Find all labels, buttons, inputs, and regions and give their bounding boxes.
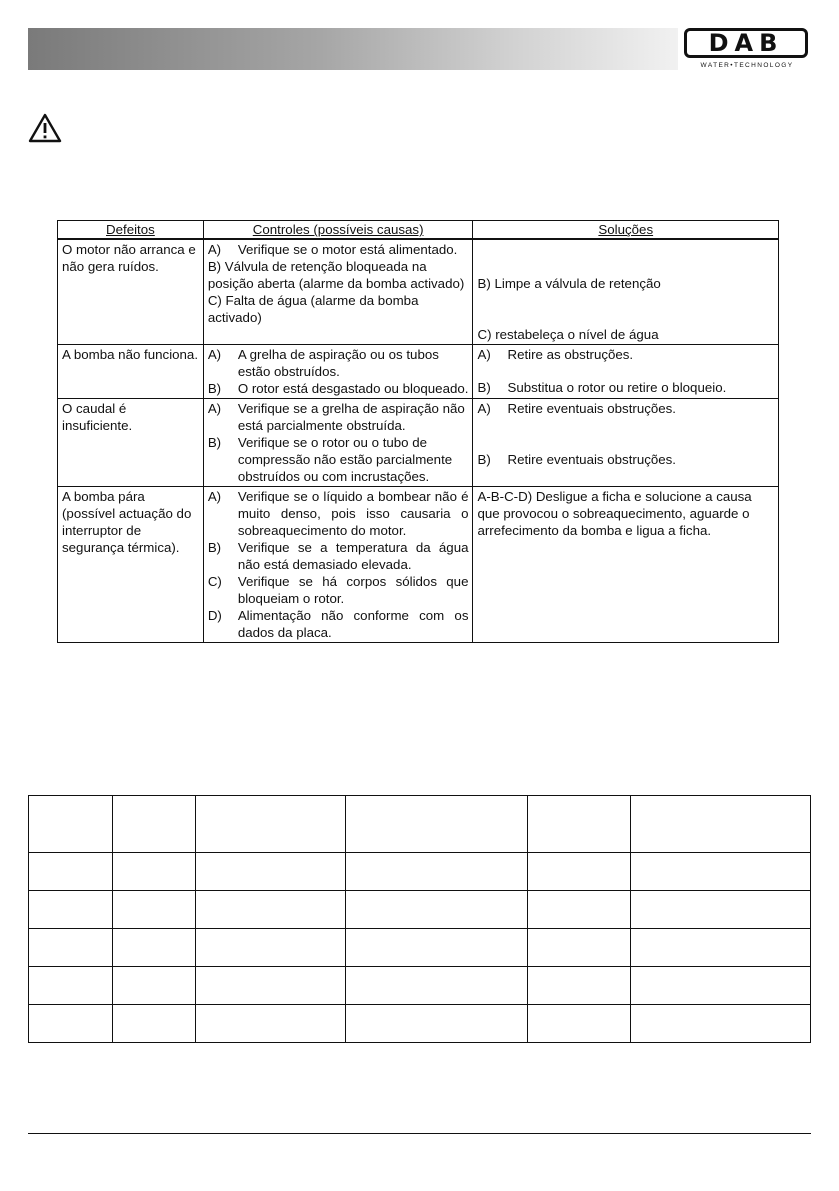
grid-cell [345, 891, 528, 929]
grid-cell [29, 891, 113, 929]
fault-table [57, 220, 779, 643]
cause-item: B) O rotor está desgastado ou bloqueado. [207, 381, 469, 396]
grid-cell [528, 891, 631, 929]
logo-box [684, 28, 808, 58]
grid-cell [631, 967, 811, 1005]
grid-cell [345, 796, 528, 853]
table-row [58, 345, 779, 399]
grid-cell [528, 1005, 631, 1043]
causes-cell [203, 399, 473, 487]
grid-cell [195, 929, 345, 967]
grid-cell [528, 967, 631, 1005]
solution-item: C) restabeleça o nível de água [477, 327, 659, 342]
logo-brand: DAB [708, 29, 784, 57]
warning-triangle-icon [28, 113, 62, 143]
grid-row [29, 891, 811, 929]
fault-table-header [58, 221, 779, 240]
solutions-cell: A-B-C-D) Desligue a ficha e solucione a causa que provocou o sobreaquecimento, aguarde o arrefecimento da bomba e ligua a ficha. [473, 487, 779, 643]
grid-row [29, 853, 811, 891]
grid-cell [112, 796, 195, 853]
table-row [58, 239, 779, 345]
causes-cell [203, 239, 473, 345]
solution-item: B) Substitua o rotor ou retire o bloqueio. [477, 380, 727, 395]
solutions-cell [473, 239, 779, 345]
grid-cell [528, 853, 631, 891]
grid-row [29, 967, 811, 1005]
grid-cell [528, 796, 631, 853]
empty-grid-table [28, 795, 811, 1043]
header-defects: Defeitos [58, 221, 204, 240]
causes-cell [203, 345, 473, 399]
grid-header-row [29, 796, 811, 853]
defect-cell: O caudal é insuficiente. [58, 399, 204, 487]
footer-rule [28, 1133, 811, 1134]
dab-logo [684, 26, 812, 74]
grid-cell [345, 853, 528, 891]
cause-item: B) Verifique se a temperatura da água não está demasiado elevada. [207, 540, 469, 572]
solution-item: A) Retire eventuais obstruções. [477, 401, 677, 416]
cause-item: C) Verifique se há corpos sólidos que bloqueiam o rotor. [207, 574, 469, 606]
grid-cell [345, 929, 528, 967]
grid-cell [112, 1005, 195, 1043]
grid-cell [528, 929, 631, 967]
grid-cell [631, 796, 811, 853]
cause-item: B) Válvula de retenção bloqueada na posição aberta (alarme da bomba activado) [207, 259, 465, 291]
logo-tagline: WATER•TECHNOLOGY [700, 62, 794, 69]
causes-cell [203, 487, 473, 643]
cause-item: A) A grelha de aspiração ou os tubos estão obstruídos. [207, 347, 439, 379]
grid-row [29, 929, 811, 967]
grid-cell [195, 853, 345, 891]
solution-item: B) Limpe a válvula de retenção [477, 276, 661, 291]
grid-cell [195, 796, 345, 853]
cause-item: D) Alimentação não conforme com os dados da placa. [207, 608, 469, 640]
solution-item: A) Retire as obstruções. [477, 347, 634, 362]
grid-cell [195, 967, 345, 1005]
defect-cell: A bomba pára (possível actuação do interruptor de segurança térmica). [58, 487, 204, 643]
grid-row [29, 1005, 811, 1043]
header-causes: Controles (possíveis causas) [203, 221, 473, 240]
grid-cell [631, 929, 811, 967]
grid-cell [345, 967, 528, 1005]
cause-item: B) Verifique se o rotor ou o tubo de compressão não estão parcialmente obstruídos ou com incrustações. [207, 435, 453, 484]
grid-cell [195, 1005, 345, 1043]
grid-cell [112, 929, 195, 967]
header-solutions: Soluções [473, 221, 779, 240]
grid-cell [29, 853, 113, 891]
grid-cell [29, 1005, 113, 1043]
grid-cell [345, 1005, 528, 1043]
header-bar [28, 28, 678, 70]
defect-cell: A bomba não funciona. [58, 345, 204, 399]
grid-cell [631, 853, 811, 891]
cause-item: A) Verifique se a grelha de aspiração não está parcialmente obstruída. [207, 401, 465, 433]
grid-cell [29, 796, 113, 853]
grid-cell [112, 853, 195, 891]
cause-item: A) Verifique se o líquido a bombear não é muito denso, pois isso causaria o sobreaquecimento do motor. [207, 489, 469, 538]
grid-cell [29, 929, 113, 967]
cause-item: C) Falta de água (alarme da bomba activado) [207, 293, 419, 325]
grid-cell [631, 1005, 811, 1043]
solution-item: B) Retire eventuais obstruções. [477, 452, 677, 467]
table-row [58, 399, 779, 487]
grid-cell [112, 891, 195, 929]
grid-cell [112, 967, 195, 1005]
grid-cell [29, 967, 113, 1005]
grid-cell [195, 891, 345, 929]
defect-cell: O motor não arranca e não gera ruídos. [58, 239, 204, 345]
solutions-cell [473, 399, 779, 487]
grid-cell [631, 891, 811, 929]
cause-item: A) Verifique se o motor está alimentado. [207, 242, 458, 257]
solutions-cell [473, 345, 779, 399]
table-row [58, 487, 779, 643]
